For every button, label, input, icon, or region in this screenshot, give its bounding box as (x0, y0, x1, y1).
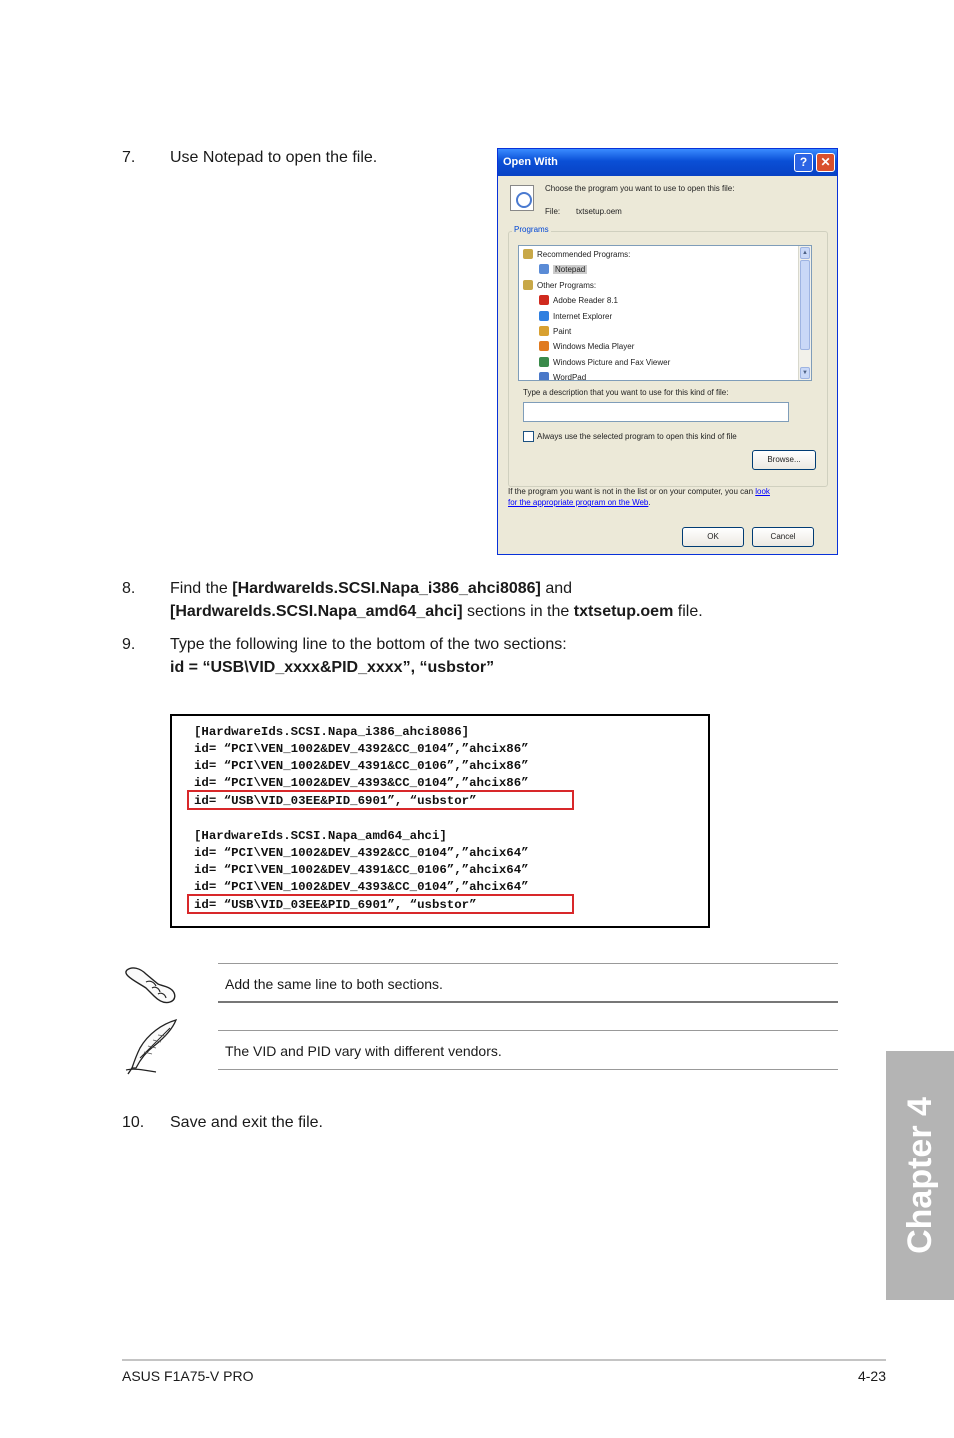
dialog-footer-text-2: . (648, 498, 651, 507)
code-line: id= “PCI\VEN_1002&DEV_4391&CC_0106”,”ahcix64” (194, 863, 529, 877)
program-label: Recommended Programs: (537, 250, 631, 259)
scroll-up-icon[interactable]: ▲ (800, 247, 810, 259)
program-icon (539, 264, 549, 274)
program-icon (539, 341, 549, 351)
program-item[interactable] (539, 341, 634, 353)
step-text: Save and exit the file. (170, 1114, 323, 1131)
step-text (170, 633, 567, 679)
code-line: id= “PCI\VEN_1002&DEV_4393&CC_0104”,”ahcix64” (194, 880, 529, 894)
note-rule-top (218, 963, 838, 964)
help-button[interactable]: ? (794, 153, 813, 172)
close-button[interactable]: ✕ (816, 153, 835, 172)
pointing-hand-icon (124, 962, 180, 1004)
program-label: Windows Media Player (553, 342, 635, 352)
dialog-footer-text (508, 487, 770, 496)
code-block (170, 714, 710, 928)
dialog-footer-text-1: If the program you want is not in the list or on your computer, you can (508, 487, 756, 496)
open-with-dialog (497, 148, 838, 555)
step-number: 8. (122, 580, 136, 597)
choose-program-text: Choose the program you want to use to open this file: (545, 184, 735, 193)
scroll-down-icon[interactable]: ▼ (800, 367, 810, 379)
always-use-checkbox[interactable] (523, 431, 534, 442)
chapter-tab-text: Chapter 4 (900, 1097, 939, 1254)
footer-page-number: 4-23 (857, 1368, 886, 1384)
note-rule-top (218, 1030, 838, 1031)
dialog-title: Open With (503, 156, 558, 168)
code-line: id= “PCI\VEN_1002&DEV_4391&CC_0106”,”ahcix86” (194, 759, 529, 773)
code-line: id= “USB\VID_03EE&PID_6901”, “usbstor” (194, 898, 477, 912)
step-8-text-4: file. (673, 603, 703, 620)
note-rule-bottom (218, 1069, 838, 1070)
program-label: Adobe Reader 8.1 (553, 296, 618, 306)
program-item[interactable] (539, 357, 670, 369)
folder-icon (523, 280, 533, 290)
programs-list[interactable] (518, 245, 812, 381)
file-name: txtsetup.oem (576, 207, 622, 216)
code-line: id= “PCI\VEN_1002&DEV_4393&CC_0104”,”ahcix86” (194, 776, 529, 790)
program-icon (539, 326, 549, 336)
ok-button[interactable]: OK (682, 527, 744, 547)
program-item[interactable] (539, 264, 587, 276)
code-line: id= “USB\VID_03EE&PID_6901”, “usbstor” (194, 794, 477, 808)
feather-pen-icon (122, 1018, 182, 1076)
step-text: Use Notepad to open the file. (170, 149, 378, 166)
file-name-bold: txtsetup.oem (573, 603, 674, 620)
program-item[interactable] (539, 326, 571, 338)
step-text (170, 577, 703, 623)
footer-product-name: ASUS F1A75-V PRO (122, 1368, 254, 1384)
highlight-box (187, 894, 574, 914)
code-line: [HardwareIds.SCSI.Napa_amd64_ahci] (194, 829, 447, 843)
program-label: Other Programs: (537, 280, 597, 290)
step-number: 10. (122, 1114, 145, 1131)
program-label: Internet Explorer (553, 311, 613, 321)
program-icon (539, 295, 549, 305)
program-icon (539, 357, 549, 367)
dialog-footer-text-line2 (508, 498, 651, 507)
step-8-text-1: Find the (170, 580, 233, 597)
id-line-template: id = “USB\VID_xxxx&PID_xxxx”, “usbstor” (170, 659, 495, 676)
always-use-label: Always use the selected program to open this kind of file (537, 432, 737, 441)
scroll-thumb[interactable] (800, 260, 810, 350)
look-link[interactable]: look (755, 487, 770, 496)
browse-button[interactable]: Browse... (752, 450, 816, 470)
note-text: Add the same line to both sections. (225, 976, 443, 992)
description-input[interactable] (523, 402, 789, 422)
file-search-icon (510, 185, 534, 211)
program-icon (539, 372, 549, 381)
programs-scrollbar[interactable] (798, 246, 811, 380)
program-label: Notepad (555, 265, 586, 275)
program-item[interactable] (539, 295, 618, 307)
dialog-title-bar (498, 149, 837, 176)
code-line: [HardwareIds.SCSI.Napa_i386_ahci8086] (194, 725, 470, 739)
note-text: The VID and PID vary with different vendors. (225, 1043, 502, 1059)
cancel-button[interactable]: Cancel (752, 527, 814, 547)
note-rule-bottom (218, 1001, 838, 1003)
description-label: Type a description that you want to use for this kind of file: (523, 388, 729, 397)
folder-icon (523, 249, 533, 259)
step-number: 7. (122, 149, 136, 166)
step-8-text-3: sections in the (462, 603, 574, 620)
program-item[interactable] (523, 249, 630, 261)
program-item[interactable] (523, 280, 596, 292)
programs-group-label: Programs (514, 225, 549, 234)
footer-rule (122, 1359, 886, 1361)
step-8-text-2: and (540, 580, 573, 597)
program-label: WordPad (553, 373, 587, 381)
chapter-tab-label (886, 1051, 954, 1300)
program-item[interactable] (539, 372, 586, 381)
section-name-i386: [HardwareIds.SCSI.Napa_i386_ahci8086] (232, 580, 541, 597)
web-link[interactable]: for the appropriate program on the Web (508, 498, 649, 507)
program-item[interactable] (539, 311, 612, 323)
program-label: Paint (553, 327, 572, 336)
file-label: File: (545, 207, 561, 216)
program-icon (539, 311, 549, 321)
section-name-amd64: [HardwareIds.SCSI.Napa_amd64_ahci] (170, 603, 463, 620)
program-label: Windows Picture and Fax Viewer (553, 357, 671, 367)
step-9-text: Type the following line to the bottom of the two sections: (170, 636, 567, 653)
code-line: id= “PCI\VEN_1002&DEV_4392&CC_0104”,”ahcix86” (194, 742, 529, 756)
step-number: 9. (122, 636, 136, 653)
code-line: id= “PCI\VEN_1002&DEV_4392&CC_0104”,”ahcix64” (194, 846, 529, 860)
highlight-box (187, 790, 574, 810)
